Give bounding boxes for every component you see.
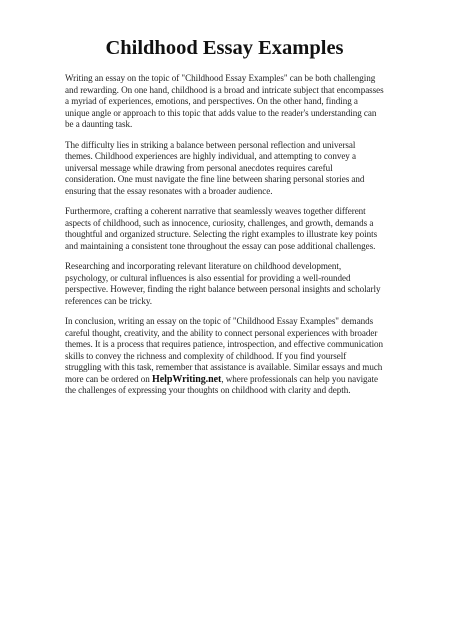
paragraph-intro: Writing an essay on the topic of "Childhood Essay Examples" can be both challenging and rewarding. On one hand, childhood is a broad and intricate subject that encompasses a myriad of experiences, emotions, and perspectives. On the other hand, finding a unique angle or approach to this topic that adds value to the reader's understanding can be a daunting task. xyxy=(65,73,384,129)
document-title: Childhood Essay Examples xyxy=(105,37,344,59)
helpwriting-brand-link[interactable]: HelpWriting.net xyxy=(151,373,222,385)
paragraph-difficulty: The difficulty lies in striking a balance between personal reflection and universal themes. Childhood experiences are highly individual, and attempting to convey a universal message while drawing from personal anecdotes requires careful consideration. One must navigate the fine line between sharing personal stories and ensuring that the essay resonates with a broader audience. xyxy=(65,139,365,196)
conclusion-text-after: , where professionals can help you navigate the challenges of expressing your thoughts on childhood with clarity and depth. xyxy=(65,373,378,395)
paragraph-research: Researching and incorporating relevant literature on childhood development, psychology, or cultural influences is also essential for providing a well-rounded perspective. However, finding the right balance between personal insights and scholarly references can be tricky. xyxy=(65,261,381,306)
paragraph-structure: Furthermore, crafting a coherent narrative that seamlessly weaves together different aspects of childhood, such as innocence, curiosity, challenges, and growth, demands a thoughtful and organized structure. Selecting the right examples to illustrate key points and maintaining a consistent tone throughout the essay can pose additional challenges. xyxy=(65,206,378,251)
paragraph-conclusion xyxy=(65,316,384,397)
conclusion-text-before: In conclusion, writing an essay on the topic of "Childhood Essay Examples" demands careful thought, creativity, and the ability to connect personal experiences with broader themes. It is a process that requires patience, introspection, and effective communication skills to convey the richness and complexity of childhood. If you find yourself struggling with this task, remember that assistance is available. Similar essays and much more can be ordered on xyxy=(65,316,384,384)
